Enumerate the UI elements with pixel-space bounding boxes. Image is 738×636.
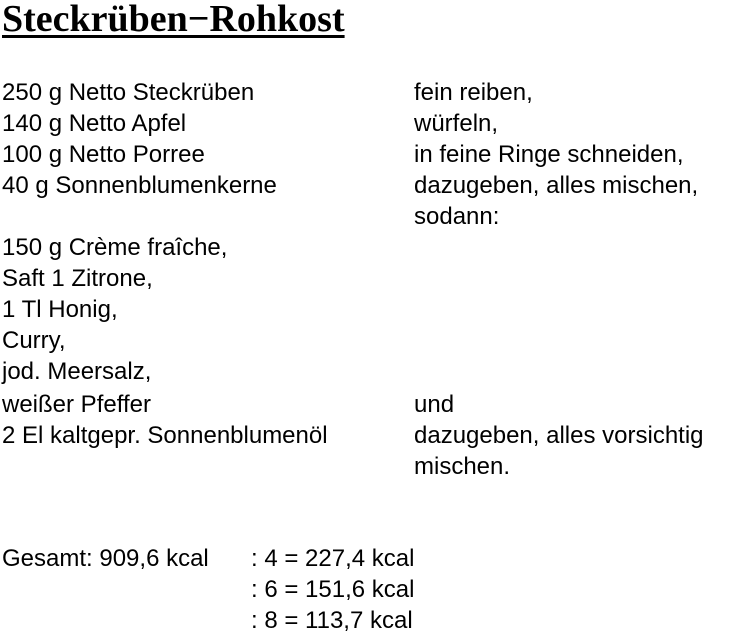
ingredient-line: 140 g Netto Apfel: [2, 110, 187, 137]
calorie-division-line: : 4 = 227,4 kcal: [251, 545, 415, 572]
ingredient-line: 1 Tl Honig,: [2, 296, 118, 323]
instruction-line: in feine Ringe schneiden,: [414, 141, 684, 168]
recipe-title: Steckrüben−Rohkost: [2, 0, 345, 40]
calorie-division-line: : 6 = 151,6 kcal: [251, 576, 415, 603]
ingredient-line: 2 El kaltgepr. Sonnenblumenöl: [2, 422, 328, 449]
ingredient-line: 100 g Netto Porree: [2, 141, 205, 168]
ingredient-line: Saft 1 Zitrone,: [2, 265, 153, 292]
instruction-line: fein reiben,: [414, 79, 533, 106]
ingredient-line: 40 g Sonnenblumenkerne: [2, 172, 277, 199]
ingredient-line: jod. Meersalz,: [2, 358, 152, 385]
instruction-line: dazugeben, alles mischen,: [414, 172, 699, 199]
ingredient-line: weißer Pfeffer: [2, 391, 151, 418]
instruction-line: mischen.: [414, 453, 511, 480]
instruction-line: würfeln,: [414, 110, 499, 137]
total-calories-label: Gesamt: 909,6 kcal: [2, 545, 209, 572]
ingredient-line: 250 g Netto Steckrüben: [2, 79, 255, 106]
calorie-division-line: : 8 = 113,7 kcal: [251, 607, 413, 634]
instruction-line: und: [414, 391, 455, 418]
instruction-line: sodann:: [414, 203, 500, 230]
ingredient-line: 150 g Crème fraîche,: [2, 234, 228, 261]
ingredient-line: Curry,: [2, 327, 66, 354]
instruction-line: dazugeben, alles vorsichtig: [414, 422, 704, 449]
